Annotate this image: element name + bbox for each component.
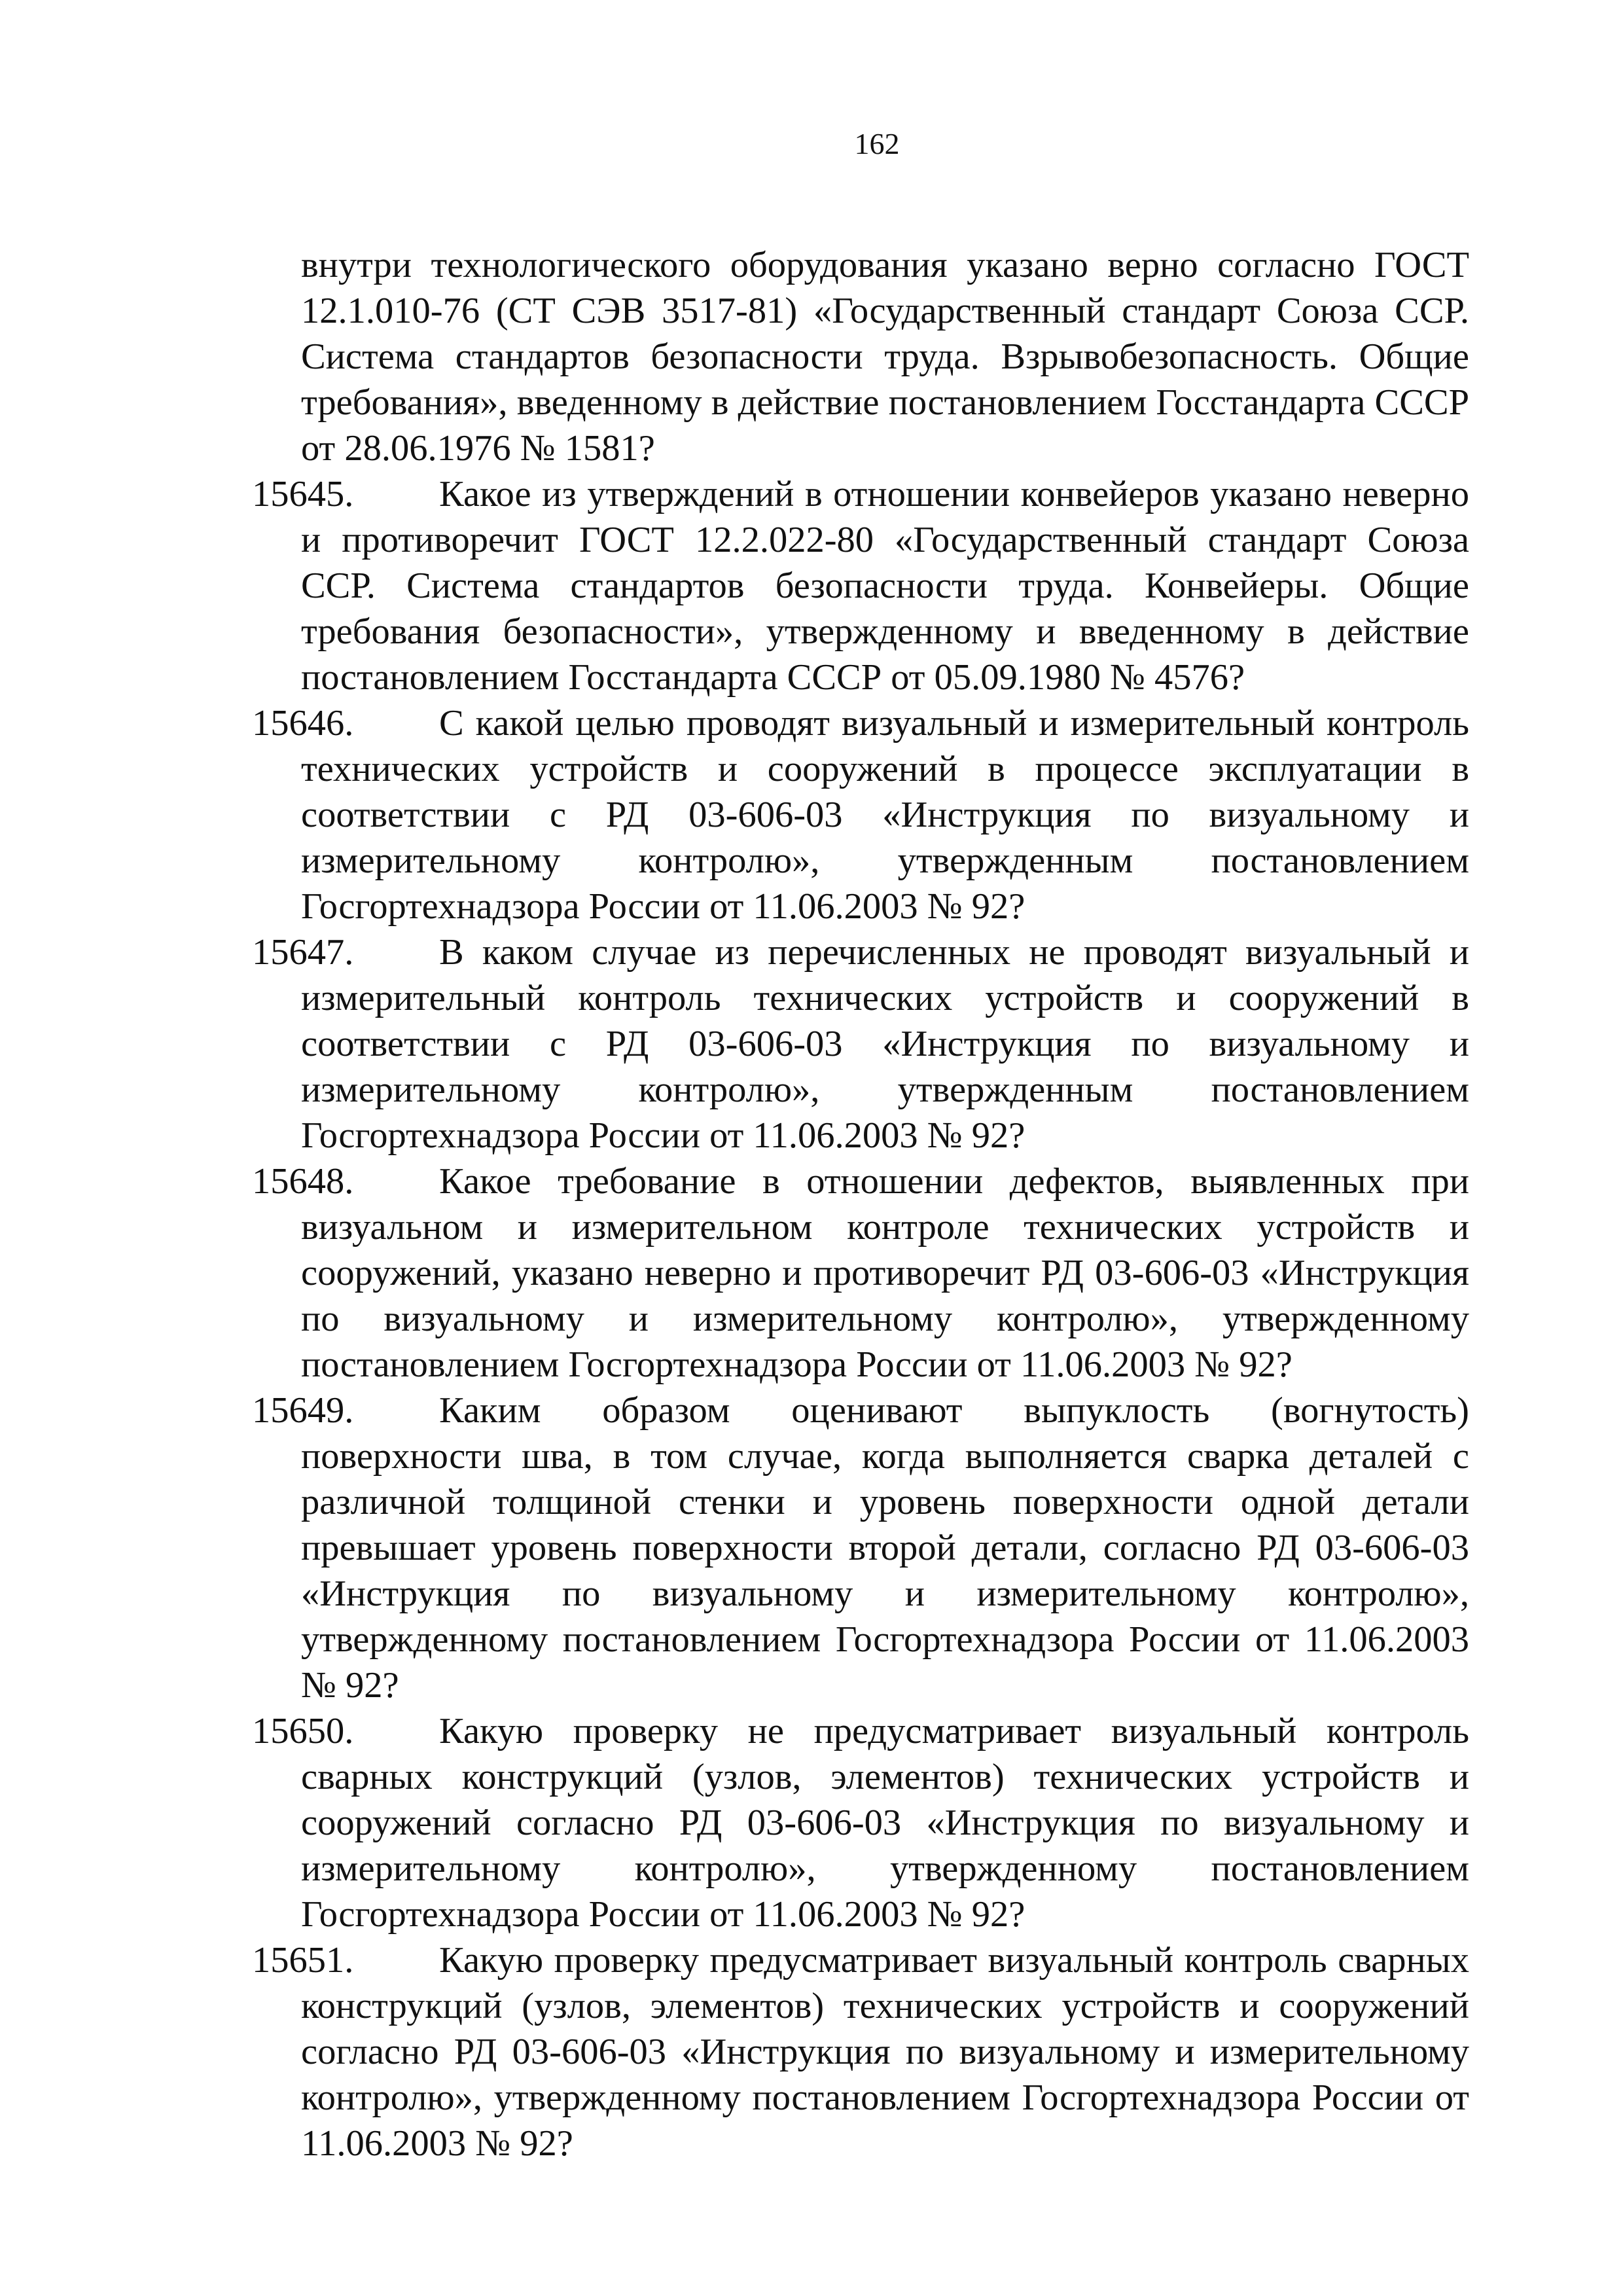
question-item xyxy=(252,1708,1469,1937)
continuation-paragraph: внутри технологического оборудования указано верно согласно ГОСТ 12.1.010-76 (СТ СЭВ 3517-81) «Государственный стандарт Союза ССР. Система стандартов безопасности труда. Взрывобезопасность. Общие требования», введенному в действие постановлением Госстандарта СССР от 28.06.1976 № 1581? xyxy=(301,245,1469,469)
question-text: Какую проверку не предусматривает визуальный контроль сварных конструкций (узлов, элементов) технических устройств и сооружений согласно РД 03-606-03 «Инструкция по визуальному и измерительному контролю», утвержденному постановлением Госгортехнадзора России от 11.06.2003 № 92? xyxy=(301,1711,1469,1935)
page-number: 162 xyxy=(854,127,900,160)
question-number: 15646. xyxy=(252,703,354,744)
question-item xyxy=(252,1158,1469,1388)
question-number: 15649. xyxy=(252,1390,354,1431)
question-text: Каким образом оценивают выпуклость (вогнутость) поверхности шва, в том случае, когда выполняется сварка деталей с различной толщиной стенки и уровень поверхности одной детали превышает уровень поверхности второй детали, согласно РД 03-606-03 «Инструкция по визуальному и измерительному контролю», утвержденному постановлением Госгортехнадзора России от 11.06.2003 № 92? xyxy=(301,1390,1469,1706)
question-item xyxy=(252,1937,1469,2166)
question-number: 15645. xyxy=(252,474,354,514)
question-number: 15650. xyxy=(252,1711,354,1751)
question-text: С какой целью проводят визуальный и измерительный контроль технических устройств и сооружений в процессе эксплуатации в соответствии с РД 03-606-03 «Инструкция по визуальному и измерительному контролю», утвержденным постановлением Госгортехнадзора России от 11.06.2003 № 92? xyxy=(301,703,1469,927)
question-text: Какую проверку предусматривает визуальный контроль сварных конструкций (узлов, элементов) технических устройств и сооружений согласно РД 03-606-03 «Инструкция по визуальному и измерительному контролю», утвержденному постановлением Госгортехнадзора России от 11.06.2003 № 92? xyxy=(301,1940,1469,2164)
question-item xyxy=(252,929,1469,1158)
question-number: 15648. xyxy=(252,1161,354,1202)
question-number: 15647. xyxy=(252,932,354,973)
question-item xyxy=(252,471,1469,700)
question-text: В каком случае из перечисленных не проводят визуальный и измерительный контроль технических устройств и сооружений в соответствии с РД 03-606-03 «Инструкция по визуальному и измерительному контролю», утвержденным постановлением Госгортехнадзора России от 11.06.2003 № 92? xyxy=(301,932,1469,1156)
question-item xyxy=(252,700,1469,929)
question-number: 15651. xyxy=(252,1940,354,1981)
question-item xyxy=(252,1388,1469,1708)
question-text: Какое из утверждений в отношении конвейеров указано неверно и противоречит ГОСТ 12.2.022-80 «Государственный стандарт Союза ССР. Система стандартов безопасности труда. Конвейеры. Общие требования безопасности», утвержденному и введенному в действие постановлением Госстандарта СССР от 05.09.1980 № 4576? xyxy=(301,474,1469,698)
question-list xyxy=(252,242,1469,2166)
question-text: Какое требование в отношении дефектов, выявленных при визуальном и измерительном контроле технических устройств и сооружений, указано неверно и противоречит РД 03-606-03 «Инструкция по визуальному и измерительному контролю», утвержденному постановлением Госгортехнадзора России от 11.06.2003 № 92? xyxy=(301,1161,1469,1385)
